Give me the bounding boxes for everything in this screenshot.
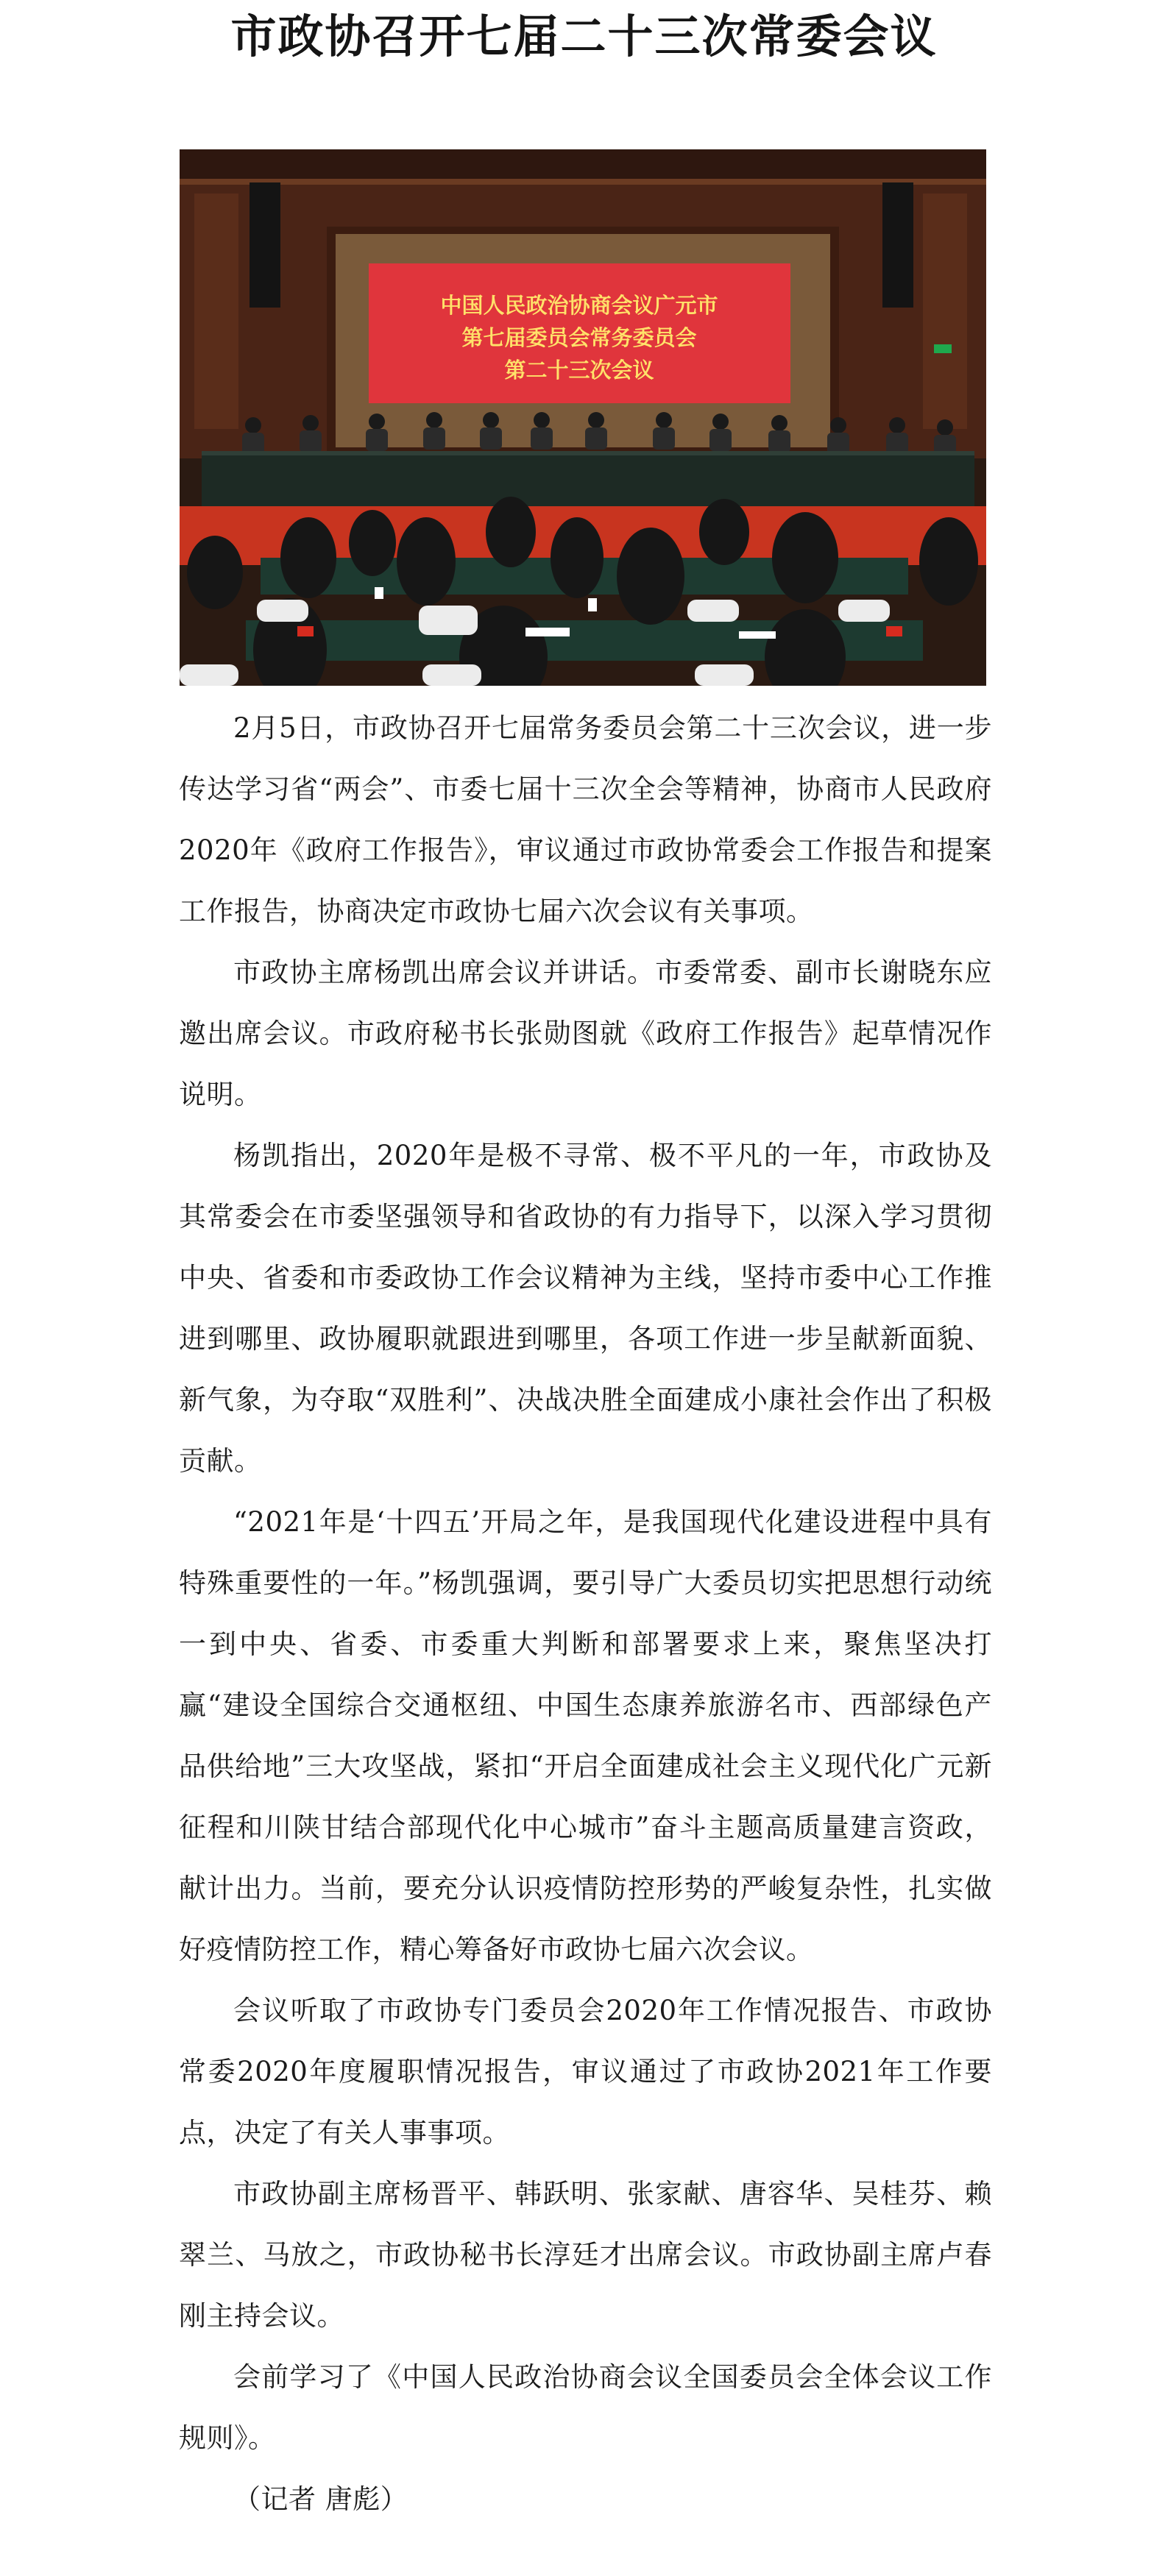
photo-ceiling — [180, 149, 986, 179]
paragraph: 会议听取了市政协专门委员会2020年工作情况报告、市政协常委2020年度履职情况报告，审议通过了市政协2021年工作要点，决定了有关人事事项。 — [179, 1995, 992, 2149]
paragraph: 市政协副主席杨晋平、韩跃明、张家献、唐容华、吴桂芬、赖翠兰、马放之，市政协秘书长淳廷才出席会议。市政协副主席卢春刚主持会议。 — [179, 2178, 992, 2332]
article-body — [179, 698, 992, 2530]
paragraph: 2月5日，市政协召开七届常务委员会第二十三次会议，进一步传达学习省“两会”、市委七届十三次全会等精神，协商市人民政府2020年《政府工作报告》，审议通过市政协常委会工作报告和提案工作报告，协商决定市政协七届六次会议有关事项。 — [179, 712, 992, 927]
paragraph: “2021年是‘十四五’开局之年，是我国现代化建设进程中具有特殊重要性的一年。”杨凯强调，要引导广大委员切实把思想行动统一到中央、省委、市委重大判断和部署要求上来，聚焦坚决打赢“建设全国综合交通枢纽、中国生态康养旅游名市、西部绿色产品供给地”三大攻坚战，紧扣“开启全面建成社会主义现代化广元新征程和川陕甘结合部现代化中心城市”奋斗主题高质量建言资政，献计出力。当前，要充分认识疫情防控形势的严峻复杂性，扎实做好疫情防控工作，精心筹备好市政协七届六次会议。 — [179, 1506, 992, 1965]
banner-line-3: 第二十三次会议 — [504, 358, 654, 383]
page-title: 市政协召开七届二十三次常委会议 — [230, 10, 938, 63]
banner-line-2: 第七届委员会常务委员会 — [461, 325, 697, 350]
paragraph: 会前学习了《中国人民政治协商会议全国委员会全体会议工作规则》。 — [179, 2361, 992, 2454]
banner-line-1: 中国人民政治协商会议广元市 — [440, 293, 718, 318]
head-table — [202, 451, 974, 506]
meeting-photo — [180, 149, 986, 686]
byline: （记者 唐彪） — [233, 2483, 408, 2515]
paragraph: 市政协主席杨凯出席会议并讲话。市委常委、副市长谢晓东应邀出席会议。市政府秘书长张勋图就《政府工作报告》起草情况作说明。 — [179, 957, 992, 1110]
speaker-right — [882, 182, 913, 308]
speaker-left — [249, 182, 280, 308]
paragraph: 杨凯指出，2020年是极不寻常、极不平凡的一年，市政协及其常委会在市委坚强领导和省政协的有力指导下，以深入学习贯彻中央、省委和市委政协工作会议精神为主线，坚持市委中心工作推进到哪里、政协履职就跟进到哪里，各项工作进一步呈献新面貌、新气象，为夺取“双胜利”、决战决胜全面建成小康社会作出了积极贡献。 — [179, 1140, 992, 1477]
